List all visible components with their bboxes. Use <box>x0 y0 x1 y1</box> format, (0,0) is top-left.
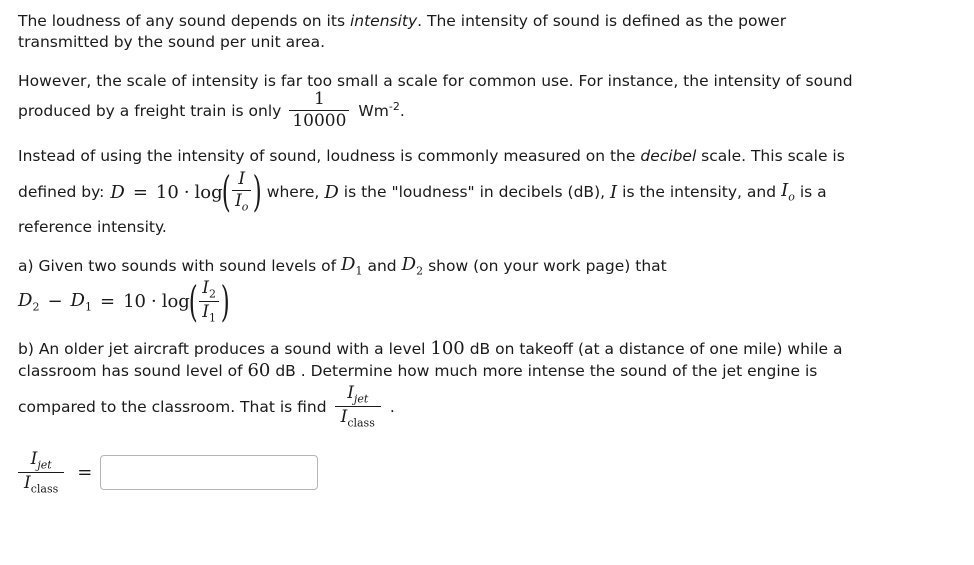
part-b-find-line: compared to the classroom. That is find $\frac{I_{jet}}{I_{class}}$ . <box>18 382 395 430</box>
part-a-fraction: $\frac{I_2}{I_1}$ <box>199 279 219 325</box>
answer-fraction: $\frac{I_{jet}}{I_{class}}$ <box>18 450 64 496</box>
scale-text: produced by a freight train is only <box>18 101 282 120</box>
scale-line-2 <box>18 90 948 131</box>
intro-paragraph <box>18 11 838 53</box>
right-paren: ) <box>253 167 263 217</box>
answer-input[interactable] <box>100 455 318 490</box>
scale-line-1: However, the scale of intensity is far too small a scale for common use. For instance, the intensity of sound <box>18 72 853 90</box>
part-a-line-1: a) Given two sounds with sound levels of $D_1$ and $D_2$ show (on your work page) that <box>18 254 667 278</box>
train-intensity-fraction <box>289 90 349 131</box>
unit: $Wm^{-2}$. <box>358 100 405 121</box>
question-content <box>18 11 948 496</box>
math-D: D <box>110 181 125 203</box>
fraction-numerator: 1 <box>313 89 325 109</box>
decibel-formula-line: defined by: D = 10 · log ( $\frac{I}{I_o}$ ) where, D is the "loudness" in decibels (dB), I is the intensity, and $I_o$ is a <box>18 167 827 217</box>
left-paren: ( <box>221 167 231 217</box>
part-a-formula: $D_2$ − $D_1$ = 10 · log ( $\frac{I_2}{I_1}$ ) <box>18 276 230 326</box>
fraction-denominator: 10000 <box>289 110 349 132</box>
decibel-fraction: $\frac{I}{I_o}$ <box>232 170 251 214</box>
decibel-line-1: Instead of using the intensity of sound, loudness is commonly measured on the decibel scale. This scale is <box>18 147 845 166</box>
intro-text-2: . The intensity of sound is defined as the power transmitted by the sound per unit area. <box>18 12 787 51</box>
intro-text: The loudness of any sound depends on its <box>18 12 350 30</box>
intro-emph: intensity <box>349 12 418 30</box>
answer-row: $\frac{I_{jet}}{I_{class}}$ = <box>18 450 948 496</box>
ratio-fraction: $\frac{I_{jet}}{I_{class}}$ <box>335 384 381 430</box>
decibel-emph: decibel <box>640 147 697 166</box>
decibel-line-3: reference intensity. <box>18 218 167 237</box>
part-b-paragraph: b) An older jet aircraft produces a sound with a level 100 dB on takeoff (at a distance of one mile) while a classroom has sound level of 60 dB . Determine how much more intense the sound of the jet engine is <box>18 337 843 381</box>
